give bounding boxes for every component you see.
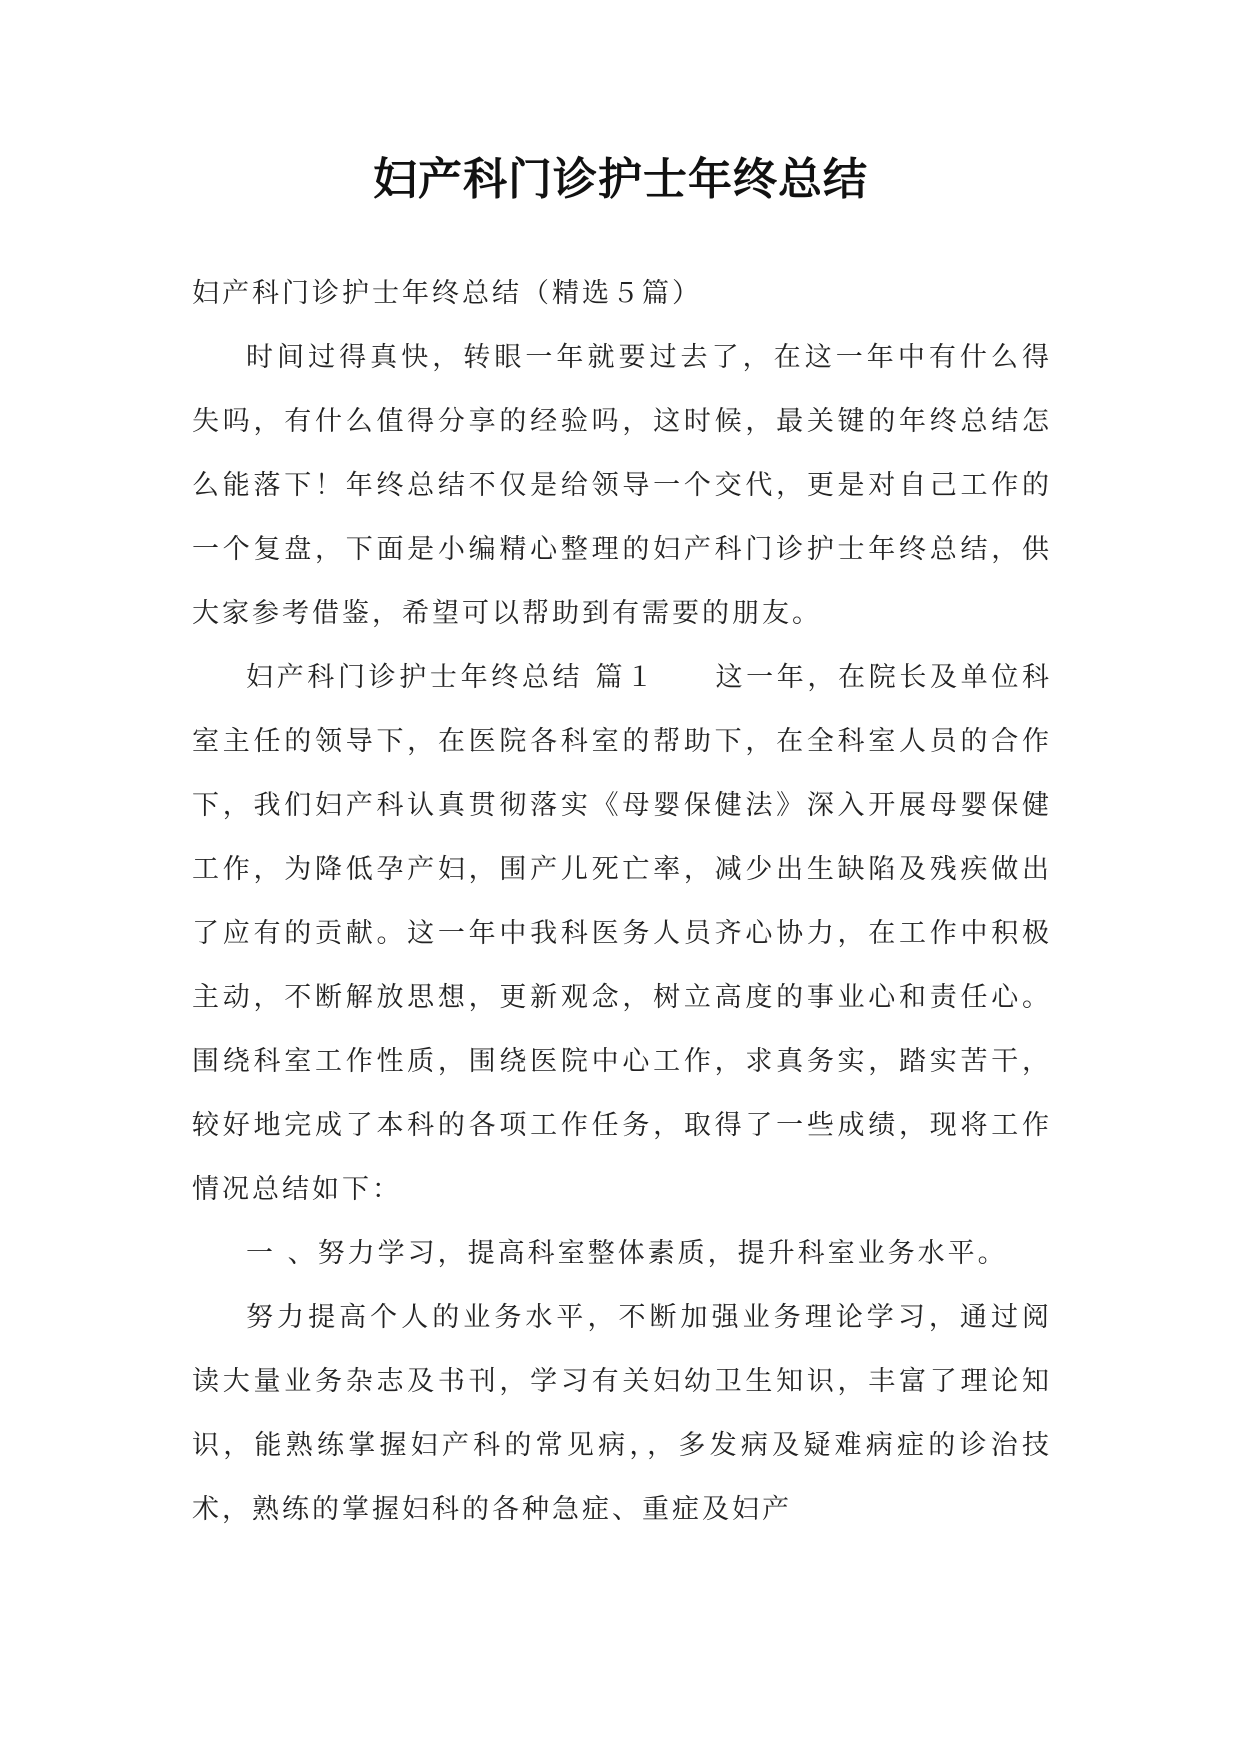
section1-paragraph	[192, 646, 1052, 1222]
section1-heading: 妇产科门诊护士年终总结 篇１	[246, 662, 657, 693]
document-subtitle: 妇产科门诊护士年终总结（精选５篇）	[192, 278, 702, 309]
section1-body: 这一年，在院长及单位科室主任的领导下，在医院各科室的帮助下，在全科室人员的合作下，我们妇产科认真贯彻落实《母婴保健法》深入开展母婴保健工作，为降低孕产妇，围产儿死亡率，减少出生缺陷及残疾做出了应有的贡献。这一年中我科医务人员齐心协力，在工作中积极主动，不断解放思想，更新观念，树立高度的事业心和责任心。围绕科室工作性质，围绕医院中心工作，求真务实，踏实苦干，较好地完成了本科的各项工作任务，取得了一些成绩，现将工作情况总结如下：	[192, 662, 1052, 1205]
point1-paragraph: 努力提高个人的业务水平，不断加强业务理论学习，通过阅读大量业务杂志及书刊，学习有关妇幼卫生知识，丰富了理论知识，能熟练掌握妇产科的常见病，，多发病及疑难病症的诊治技术，熟练的掌握妇科的各种急症、重症及妇产	[192, 1302, 1052, 1525]
intro-paragraph: 时间过得真快，转眼一年就要过去了，在这一年中有什么得失吗，有什么值得分享的经验吗，这时候，最关键的年终总结怎么能落下！年终总结不仅是给领导一个交代，更是对自己工作的一个复盘，下面是小编精心整理的妇产科门诊护士年终总结，供大家参考借鉴，希望可以帮助到有需要的朋友。	[192, 342, 1052, 629]
document-title: 妇产科门诊护士年终总结	[373, 154, 868, 205]
point1-heading: 一 、努力学习，提高科室整体素质，提升科室业务水平。	[246, 1238, 1008, 1269]
document-body	[192, 262, 1052, 1542]
